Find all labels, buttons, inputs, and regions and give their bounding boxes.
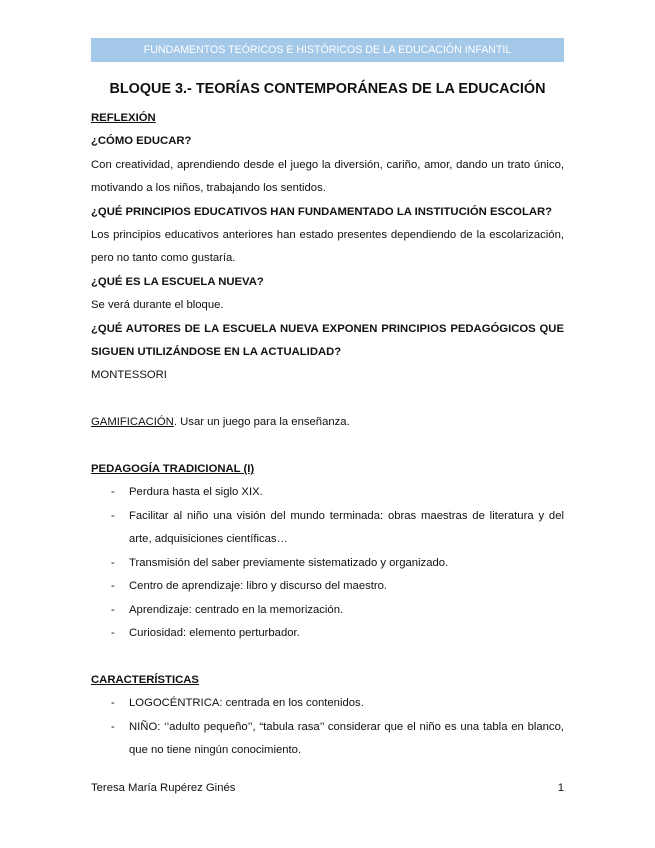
- list-item: [91, 599, 564, 622]
- list-item-text: Transmisión del saber previamente sistematizado y organizado.: [129, 556, 449, 569]
- answer: Con creatividad, aprendiendo desde el juego la diversión, cariño, amor, dando un trato único, motivando a los niños, trabajando los sentidos.: [91, 158, 564, 195]
- footer-author: Teresa María Rupérez Ginés: [91, 782, 236, 794]
- list-item-text: NIÑO: ‘’adulto pequeño’’, “tabula rasa’’ considerar que el niño es una tabla en blanco, que no tiene ningún conocimiento.: [129, 720, 564, 756]
- question: ¿QUÉ ES LA ESCUELA NUEVA?: [91, 275, 264, 288]
- page-number: 1: [557, 782, 564, 794]
- caracteristicas-list: [91, 692, 564, 762]
- question: ¿CÓMO EDUCAR?: [91, 135, 192, 148]
- gamificacion-paragraph: [91, 411, 564, 434]
- dash-bullet: -: [111, 626, 115, 639]
- gamificacion-term: GAMIFICACIÓN: [91, 416, 174, 429]
- list-item-text: LOGOCÉNTRICA: centrada en los contenidos.: [129, 697, 364, 710]
- list-item: [91, 552, 564, 575]
- dash-bullet: -: [111, 697, 115, 710]
- list-item-text: Centro de aprendizaje: libro y discurso del maestro.: [129, 580, 388, 593]
- list-item: [91, 622, 564, 645]
- dash-bullet: -: [111, 556, 115, 569]
- section-heading-caracteristicas: CARACTERÍSTICAS: [91, 673, 199, 686]
- gamificacion-definition: . Usar un juego para la enseñanza.: [173, 416, 350, 429]
- question: ¿QUÉ AUTORES DE LA ESCUELA NUEVA EXPONEN PRINCIPIOS PEDAGÓGICOS QUE SIGUEN UTILIZÁNDOSE EN LA ACTUALIDAD?: [91, 322, 564, 359]
- pedagogia-list: [91, 481, 564, 645]
- course-title: FUNDAMENTOS TEÓRICOS E HISTÓRICOS DE LA EDUCACIÓN INFANTIL: [143, 44, 512, 56]
- list-item: [91, 716, 564, 763]
- answer: MONTESSORI: [91, 369, 167, 382]
- document-body: [91, 107, 564, 762]
- list-item-text: Facilitar al niño una visión del mundo terminada: obras maestras de literatura y del arte, adquisiciones científicas…: [129, 509, 564, 546]
- list-item-text: Perdura hasta el siglo XIX.: [129, 486, 263, 499]
- spacer: [91, 435, 564, 458]
- list-item: [91, 692, 564, 715]
- answer: Se verá durante el bloque.: [91, 299, 224, 312]
- page-title: BLOQUE 3.- TEORÍAS CONTEMPORÁNEAS DE LA EDUCACIÓN: [109, 81, 546, 97]
- list-item: [91, 481, 564, 504]
- list-item: [91, 505, 564, 552]
- dash-bullet: -: [111, 720, 115, 733]
- dash-bullet: -: [111, 509, 115, 522]
- list-item: [91, 575, 564, 598]
- spacer: [91, 645, 564, 668]
- section-heading-reflexion: REFLEXIÓN: [91, 112, 156, 124]
- spacer: [91, 388, 564, 411]
- question: ¿QUÉ PRINCIPIOS EDUCATIVOS HAN FUNDAMENTADO LA INSTITUCIÓN ESCOLAR?: [91, 205, 553, 218]
- list-item-text: Curiosidad: elemento perturbador.: [129, 626, 300, 639]
- list-item-text: Aprendizaje: centrado en la memorización.: [129, 603, 344, 616]
- course-header: [91, 38, 564, 62]
- answer: Los principios educativos anteriores han estado presentes dependiendo de la escolarización, pero no tanto como gustaría.: [91, 229, 564, 265]
- section-heading-pedagogia: PEDAGOGÍA TRADICIONAL (I): [91, 463, 255, 476]
- dash-bullet: -: [111, 580, 115, 593]
- dash-bullet: -: [111, 603, 115, 616]
- dash-bullet: -: [111, 486, 115, 499]
